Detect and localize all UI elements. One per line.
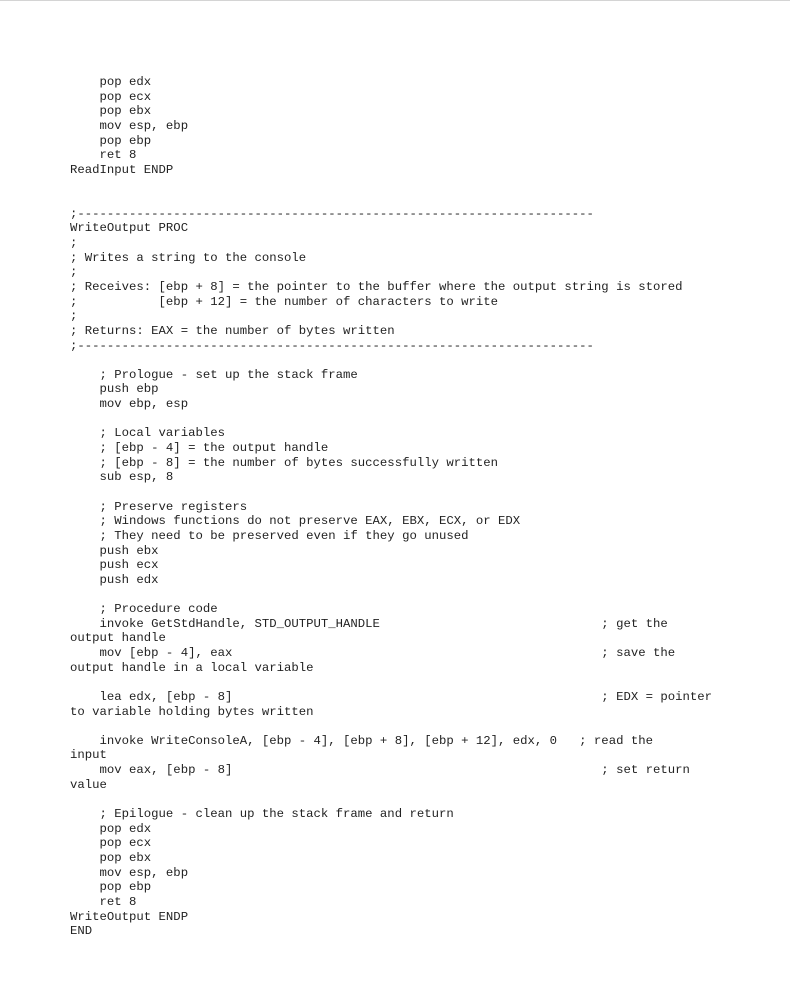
code-line: END (70, 924, 93, 939)
code-line: ; Epilogue - clean up the stack frame and return (70, 807, 454, 822)
blank-line (70, 177, 785, 192)
blank-line (70, 192, 785, 207)
code-line: input (70, 748, 107, 763)
code-line: ; Prologue - set up the stack frame (70, 367, 358, 382)
blank-line (70, 675, 785, 690)
code-line: ; Windows functions do not preserve EAX, EBX, ECX, or EDX (70, 514, 521, 529)
code-line: ; (70, 236, 78, 251)
code-line: pop edx (70, 821, 152, 836)
code-line: ReadInput ENDP (70, 162, 174, 177)
code-line: output handle in a local variable (70, 660, 314, 675)
code-line: ;---------------------------------------------------------------------- (70, 338, 594, 353)
code-line: ret 8 (70, 148, 137, 163)
code-line: WriteOutput ENDP (70, 909, 189, 924)
code-line: value (70, 777, 107, 792)
code-line: pop ebp (70, 880, 152, 895)
code-line: ; Writes a string to the console (70, 250, 307, 265)
blank-line (70, 719, 785, 734)
top-border (0, 0, 790, 1)
code-line: ;---------------------------------------------------------------------- (70, 206, 594, 221)
blank-line (70, 485, 785, 500)
code-line: to variable holding bytes written (70, 704, 314, 719)
blank-line (70, 587, 785, 602)
code-line: sub esp, 8 (70, 470, 174, 485)
code-line: pop ecx (70, 89, 152, 104)
code-line: push ecx (70, 558, 159, 573)
code-line: ; (70, 265, 78, 280)
code-line: pop ebx (70, 104, 152, 119)
code-line: mov [ebp - 4], eax ; save the (70, 645, 676, 660)
code-line: push ebp (70, 382, 159, 397)
blank-line (70, 792, 785, 807)
code-line: mov esp, ebp (70, 118, 189, 133)
code-line: ; They need to be preserved even if they go unused (70, 528, 469, 543)
code-line: ; Preserve registers (70, 499, 248, 514)
code-line: invoke GetStdHandle, STD_OUTPUT_HANDLE ; get the (70, 616, 668, 631)
code-line: mov ebp, esp (70, 397, 189, 412)
code-line: pop edx (70, 75, 152, 89)
code-line: invoke WriteConsoleA, [ebp - 4], [ebp + 8], [ebp + 12], edx, 0 ; read the (70, 733, 653, 748)
blank-line (70, 353, 785, 368)
code-line: push ebx (70, 543, 159, 558)
code-line: ; (70, 309, 78, 324)
code-line: ret 8 (70, 894, 137, 909)
code-line: push edx (70, 572, 159, 587)
code-line: pop ecx (70, 836, 152, 851)
code-line: WriteOutput PROC (70, 221, 189, 236)
code-line: pop ebp (70, 133, 152, 148)
code-line: ; [ebp + 12] = the number of characters to write (70, 294, 499, 309)
code-line: ; [ebp - 4] = the output handle (70, 441, 329, 456)
source-code-listing (70, 75, 785, 939)
code-line: ; Returns: EAX = the number of bytes written (70, 323, 395, 338)
code-line: ; Receives: [ebp + 8] = the pointer to the buffer where the output string is stored (70, 279, 683, 294)
code-line: pop ebx (70, 850, 152, 865)
code-line: ; Local variables (70, 426, 225, 441)
code-line: mov eax, [ebp - 8] ; set return (70, 763, 690, 778)
code-line: ; Procedure code (70, 602, 218, 617)
code-line: output handle (70, 631, 166, 646)
code-line: mov esp, ebp (70, 865, 189, 880)
code-line: ; [ebp - 8] = the number of bytes successfully written (70, 455, 499, 470)
blank-line (70, 412, 785, 427)
code-line: lea edx, [ebp - 8] ; EDX = pointer (70, 689, 713, 704)
